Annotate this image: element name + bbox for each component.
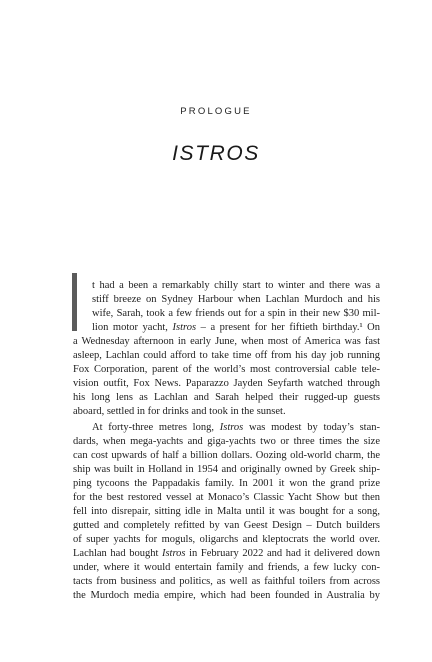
paragraph-line: fell into disrepair, sitting idle in Malta until it was bought for a song,: [73, 506, 380, 517]
paragraph-line: a Wednesday afternoon in early June, when most of America was fast: [73, 336, 380, 347]
paragraph-line: dards, when mega-yachts and giga-yachts two or three times the size: [73, 436, 380, 447]
paragraph-line: can cost upwards of half a billion dollars. Oozing old-world charm, the: [73, 450, 380, 461]
paragraph-line: Lachlan had bought Istros in February 2022 and had it delivered down: [73, 548, 381, 559]
paragraph-line: under, where it would entertain family and friends, a few lucky con-: [73, 562, 380, 573]
paragraph-line: At forty-three metres long, Istros was modest by today’s stan-: [92, 422, 381, 433]
paragraph-line: of super yachts for moguls, oligarchs and kleptocrats the world over.: [73, 534, 380, 545]
paragraph-line: Fox Corporation, parent of the world’s most controversial cable tele-: [73, 364, 380, 375]
paragraph-line: his long lens as Lachlan and Sarah helped their rugged-up guests: [73, 392, 380, 403]
paragraph-line: for the best restored vessel at Monaco’s Classic Yacht Show but then: [73, 492, 380, 503]
paragraph-line: lion motor yacht, Istros – a present for her fiftieth birthday.¹ On: [92, 322, 380, 333]
paragraph-line: t had a been a remarkably chilly start to winter and there was a: [92, 280, 380, 291]
paragraph-line: vision outfit, Fox News. Paparazzo Jayden Seyfarth watched through: [73, 378, 380, 389]
paragraph-line: ping tycoons the Pappadakis family. In 2001 it won the grand prize: [73, 478, 380, 489]
paragraph-line: wife, Sarah, took a few friends out for a spin in their new $30 mil-: [92, 308, 380, 319]
paragraph-line: the Murdoch media empire, which had been founded in Australia by: [73, 590, 380, 601]
paragraph-line: aboard, settled in for drinks and took in the sunset.: [73, 406, 286, 417]
paragraph-line: asleep, Lachlan could afford to take time off from his day job running: [73, 350, 380, 361]
drop-cap: [72, 273, 77, 331]
chapter-title: ISTROS: [172, 142, 260, 165]
prologue-label: PROLOGUE: [180, 106, 252, 117]
paragraph-line: stiff breeze on Sydney Harbour when Lachlan Murdoch and his: [92, 294, 380, 305]
paragraph-line: tacts from business and politics, as well as faithful toilers from across: [73, 576, 380, 587]
paragraph-line: ship was built in Holland in 1954 and originally owned by Greek ship-: [73, 464, 380, 475]
paragraph-line: gutted and completely refitted by van Geest Design – Dutch builders: [73, 520, 380, 531]
